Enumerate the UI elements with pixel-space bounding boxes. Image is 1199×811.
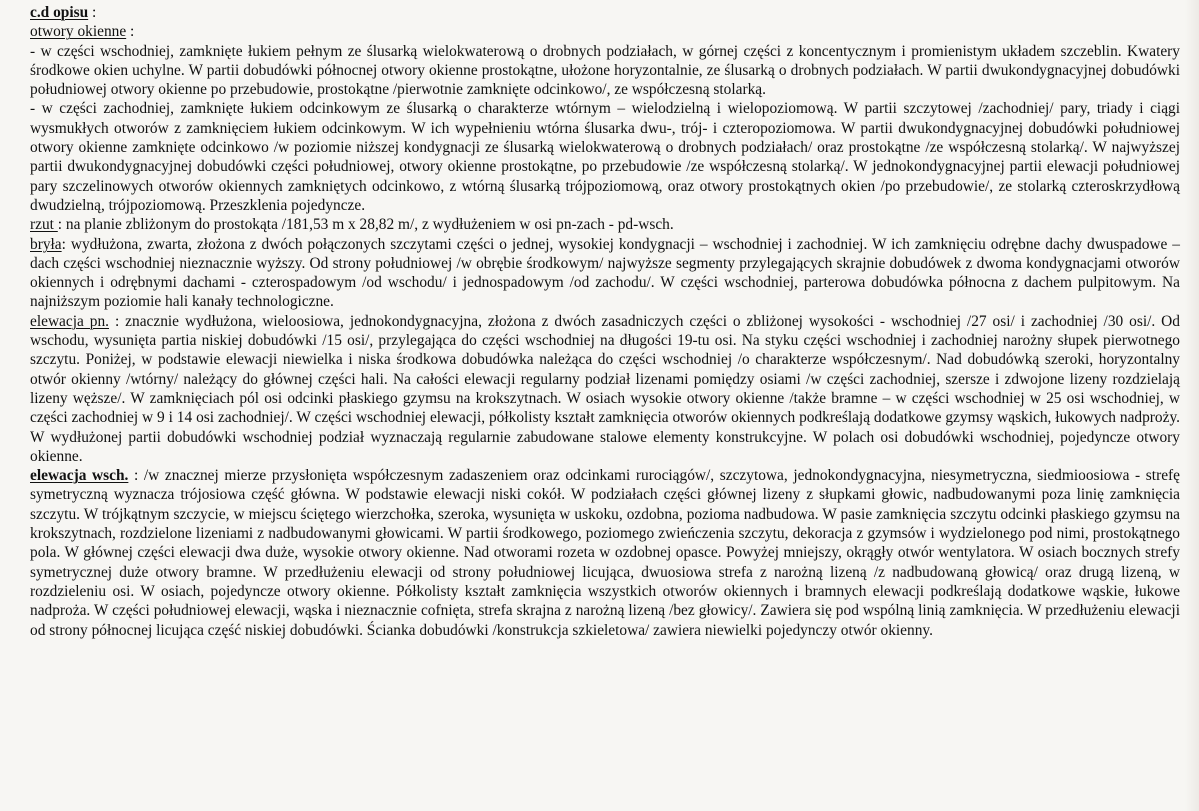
elewacja-pn-text: : znacznie wydłużona, wieloosiowa, jednokondygnacyjna, złożona z dwóch zasadniczych części o zbliżonej wysokości - wschodniej /27 osi/ i zachodniej /30 osi/. Od wschodu, wysunięta partia niskiej dobudówki /15 osi/, przylegająca do części wschodniej na długości 19-tu osi. Na styku części wschodniej i zachodniej narożny słupek pierwotnego szczytu. Poniżej, w podstawie elewacji niewielka i niska środkowa dobudówka należąca do części wschodniej /o charakterze współczesnym/. Nad dobudówką szeroki, horyzontalny otwór okienny /wtórny/ należący do głównej części hali. Na całości elewacji regularny podział lizenami pomiędzy osiami /w części zachodniej, szersze i zdwojone lizeny rozdzielają lizeny węższe/. W zamknięciach pól osi odcinki płaskiego gzymsu na krokszytnach. W osiach wysokie otwory okienne /także bramne – w części wschodniej w 25 osi wschodniej, w części zachodniej w 9 i 14 osi zachodniej/. W części wschodniej elewacji, półkolisty kształt zamknięcia otworów okiennych podkreślają dodatkowe gzymsy wąskich, łukowych nadproży. W wydłużonej partii dobudówki wschodniej podział wyznaczają regularnie zabudowane stalowe elementy konstrukcyjne. W polach osi dobudówki wschodniej, pojedyncze otwory okienne. <box>30 312 1180 465</box>
bryla-paragraph <box>30 235 1180 312</box>
rzut-paragraph <box>30 215 1180 234</box>
otwory-heading <box>30 22 1180 41</box>
heading-title: c.d opisu <box>30 4 89 21</box>
elewacja-wsch-label: elewacja wsch. <box>30 467 129 485</box>
heading-colon: : <box>88 4 97 21</box>
section-heading <box>30 3 1180 22</box>
otwory-label: otwory okienne <box>30 23 127 41</box>
document-page <box>30 3 1180 640</box>
otwory-paragraph-west: - w części zachodniej, zamknięte łukiem odcinkowym ze ślusarką o charakterze wtórnym – wielodzielną i wielopoziomową. W partii szczytowej /zachodniej/ pary, triady i ciągi wysmukłych otworów z zamknięciem łukiem odcinkowym. W ich wypełnieniu wtórna ślusarka dwu-, trój- i czteropoziomowa. W partii dwukondygnacyjnej dobudówki południowej otwory okienne zamknięte odcinkowo /w poziomie niższej kondygnacji ze ślusarką wielokwaterową o drobnych podziałach/ oraz prostokątne /ze współczesną stolarką/. W najwyższej partii dwukondygnacyjnej dobudówki części południowej, otwory okienne prostokątne, po przebudowie /ze współczesną stolarką/. W jednokondygnacyjnej partii elewacji południowej pary szczelinowych otworów okiennych zamkniętych odcinkowo, z wtórną ślusarką trójpoziomową, oraz otwory prostokątnych okien /po przebudowie/, ze stolarką czteroskrzydłową dwudzielną, trójpoziomową. Przeszklenia pojedyncze. <box>30 100 1180 214</box>
scan-edge-shadow <box>1185 0 1199 811</box>
elewacja-pn-label: elewacja pn. <box>30 312 110 330</box>
rzut-label: rzut <box>30 216 58 234</box>
elewacja-wsch-text: : /w znacznej mierze przysłonięta współczesnym zadaszeniem oraz odcinkami rurociągów/, szczytowa, jednokondygnacyjna, niesymetryczna, siedmioosiowa - strefę symetryczną wyznacza trójosiowa część główna. W podstawie elewacji niski cokół. W podziałach części głównej lizeny z słupkami głowic, nadbudowanymi poza linię zamknięcia szczytu. W trójkątnym szczycie, w miejscu ściętego wierzchołka, szeroka, wysunięta w uskoku, ozdobna, pozioma nadbudowa. W pasie zamknięcia szczytu odcinki płaskiego gzymsu na krokszytnach, rozdzielone lizeniami z nadbudowanymi głowicami. W partii środkowego, poziomego zwieńczenia szczytu, dekoracja z gzymsów i wydzielonego pod nimi, prostokątnego pola. W głównej części elewacji dwa duże, wysokie otwory okienne. Nad otworami rozeta w ozdobnej opasce. Powyżej mniejszy, okrągły otwór wentylatora. W osiach bocznych strefy symetrycznej duże otwory bramne. W przedłużeniu elewacji od strony południowej licująca, dwuosiowa strefa z narożną lizeną /z nadbudowaną głowicą/ oraz drugą lizeną, w rozdzieleniu osi. W osiach, pojedyncze otwory okienne. Półkolisty kształt zamknięcia wszystkich otworów okiennych i bramnych elewacji podkreślają dodatkowe wąskie, łukowe nadproża. W części południowej elewacji, wąska i nieznacznie cofnięta, strefa skrajna z narożną lizeną /bez głowicy/. Zawiera się pod wspólną linią zamknięcia. W przedłużeniu elewacji od strony północnej licująca część niskiej dobudówki. Ścianka dobudówki /konstrukcja szkieletowa/ zawiera niewielki pojedynczy otwór okienny. <box>30 467 1180 639</box>
bryla-text: : wydłużona, zwarta, złożona z dwóch połączonych szczytami części o jednej, wysokiej kondygnacji – wschodniej i zachodniej. W ich zamknięciu odrębne dachy dwuspadowe – dach części wschodniej nieznacznie wyższy. Od strony południowej /w obrębie środkowym/ najwyższe segmenty przylegających skrajnie dobudówek z dwoma kondygnacjami otworów okiennych i odrębnymi dachami - czterospadowym /od wschodu/ i jednospadowym /od zachodu/. W części wschodniej, parterowa dobudówka północna z dachem pulpitowym. Na najniższym poziomie hali kanały technologiczne. <box>30 235 1180 311</box>
otwory-colon: : <box>126 23 135 41</box>
bryla-label: bryła <box>30 235 62 253</box>
elewacja-pn-paragraph <box>30 312 1180 466</box>
elewacja-wsch-paragraph <box>30 466 1180 640</box>
rzut-text: : na planie zbliżonym do prostokąta /181,53 m x 28,82 m/, z wydłużeniem w osi pn-zach - pd-wsch. <box>57 216 674 234</box>
otwory-paragraph-east: - w części wschodniej, zamknięte łukiem pełnym ze ślusarką wielokwaterową o drobnych podziałach, w górnej części z koncentycznym i promienistym układem szczeblin. Kwatery środkowe okien uchylne. W partii dobudówki północnej otwory okienne prostokątne, ułożone horyzontalnie, ze ślusarką o drobnych podziałach. W partii dwukondygnacyjnej dobudówki południowej otwory okienne po przebudowie, prostokątne /pierwotnie zamknięte odcinkowo/, ze współczesną stolarką. <box>30 42 1180 99</box>
